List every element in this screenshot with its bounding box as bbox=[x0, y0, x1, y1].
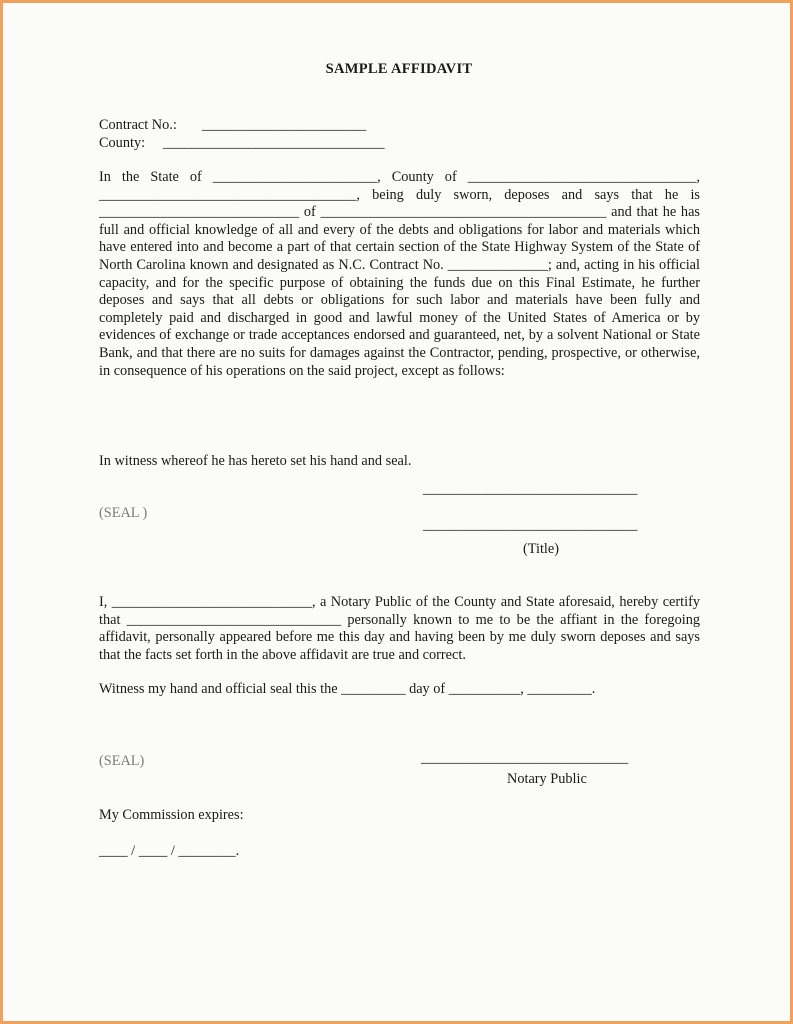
notary-paragraph: I, ____________________________, a Notary Public of the County and State aforesaid, hereby certify that ______________________________ personally known to me to be the affiant in the foregoing affidavit, personally appeared before me this day and having been by me duly sworn deposes and says that the facts set forth in the above affidavit are true and correct. bbox=[99, 594, 700, 663]
affidavit-body bbox=[99, 169, 700, 380]
affidavit-paragraph: In the State of _______________________, County of ________________________________, ____________________________________, being duly sworn, deposes and says that he is ____________________________ of ________________________________________ and that he has full and official knowledge of all and every of the debts and obligations for labor and materials which have entered into and become a part of that certain section of the State Highway System of the State of North Carolina known and designated as N.C. Contract No. ______________; and, acting in his official capacity, and for the specific purpose of obtaining the funds due on this Final Estimate, he further deposes and says that all debts or obligations for such labor and materials have been fully and completely paid and discharged in good and lawful money of the United States of America or by evidences of exchange or trade acceptances endorsed and guaranteed, net, by a solvent National or State Bank, and that there are no suits for damages against the Contractor, pending, prospective, or otherwise, in consequence of his operations on the said project, except as follows: bbox=[99, 169, 700, 379]
title-caption: (Title) bbox=[523, 541, 560, 557]
notary-signature-line: _____________________________ bbox=[421, 750, 629, 766]
affidavit-page bbox=[99, 61, 701, 859]
witness-hand-seal: Witness my hand and official seal this the _________ day of __________, _________. bbox=[99, 681, 596, 697]
commission-date: ____ / ____ / ________. bbox=[99, 843, 240, 859]
contract-number-row: Contract No.: _______________________ bbox=[99, 117, 367, 133]
county-row: County: _______________________________ bbox=[99, 135, 385, 151]
affiant-title-line: ______________________________ bbox=[423, 517, 638, 533]
document-title: SAMPLE AFFIDAVIT bbox=[325, 61, 473, 77]
notary-public-caption: Notary Public bbox=[507, 771, 587, 787]
commission-label: My Commission expires: bbox=[99, 807, 244, 823]
seal-label-affiant: (SEAL ) bbox=[99, 505, 148, 521]
seal-label-notary: (SEAL) bbox=[99, 753, 145, 769]
affiant-signature-line: ______________________________ bbox=[423, 481, 638, 497]
witness-statement: In witness whereof he has hereto set his hand and seal. bbox=[99, 453, 412, 469]
notary-certification bbox=[99, 594, 700, 664]
